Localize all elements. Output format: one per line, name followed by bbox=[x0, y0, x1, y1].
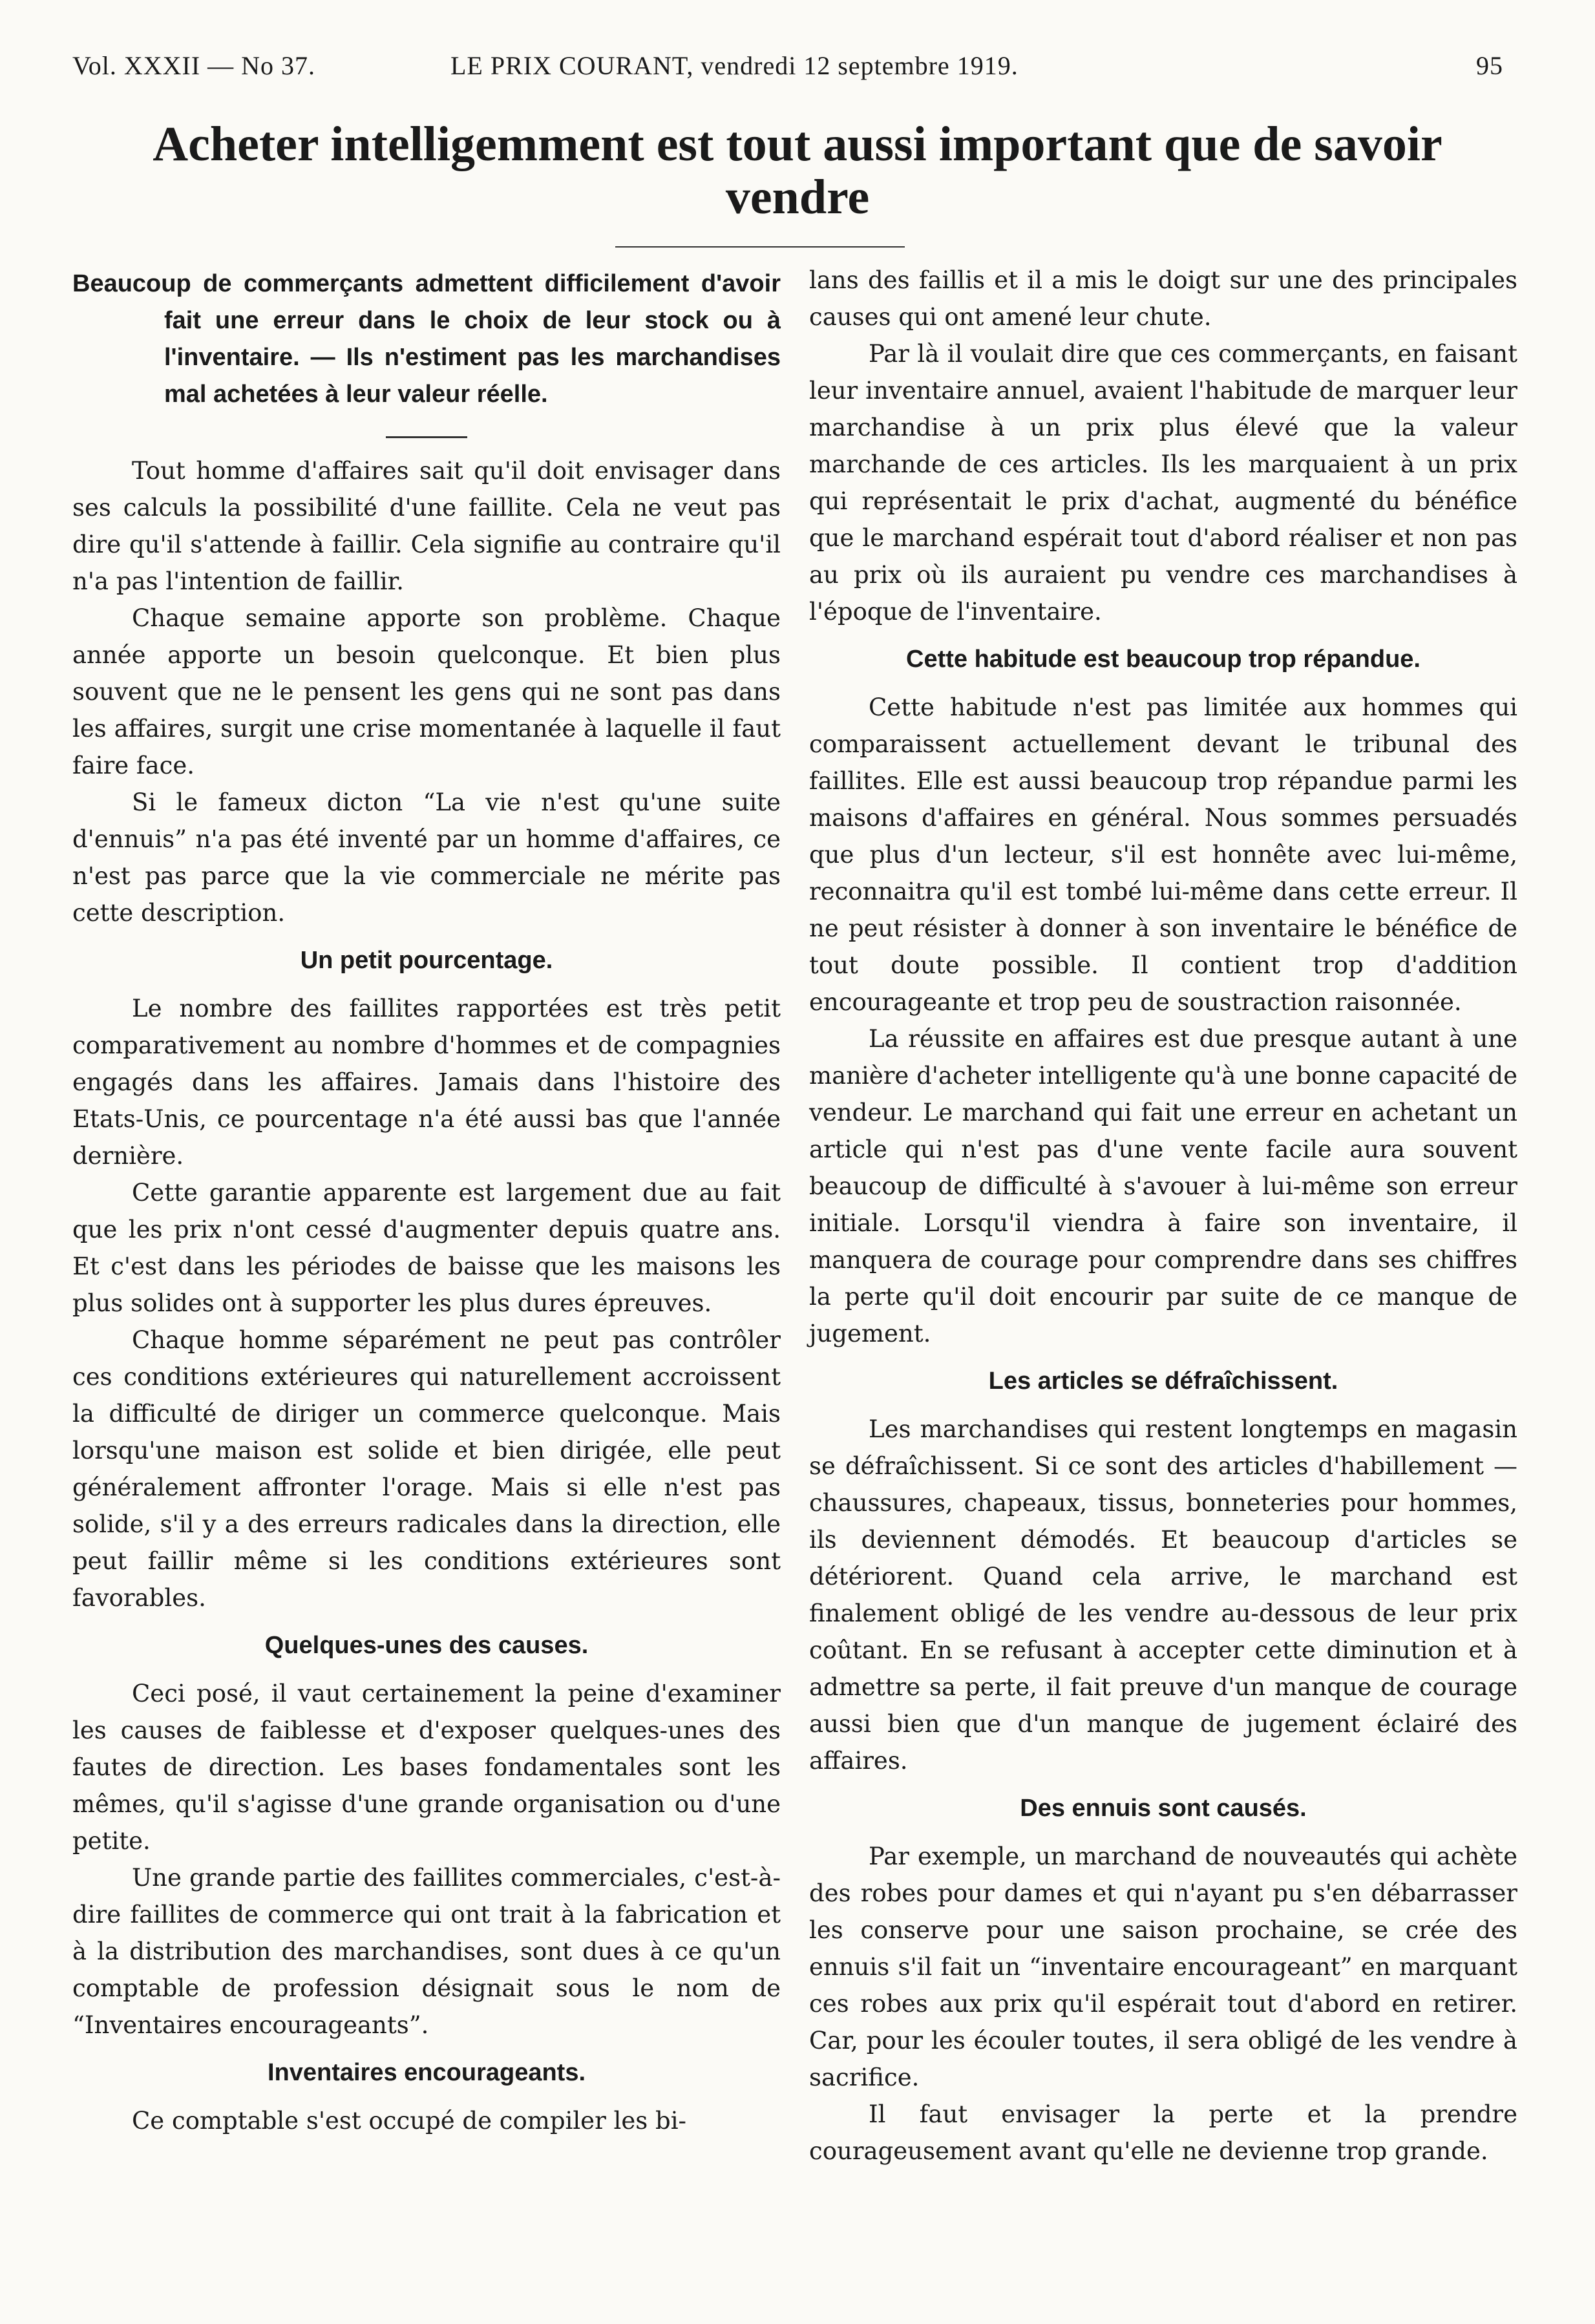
summary-divider bbox=[386, 436, 467, 438]
paragraph: Si le fameux dicton “La vie n'est qu'une suite d'ennuis” n'a pas été inventé par un homme d'affaires, ce n'est pas parce que la vie commerciale ne mérite pas cette description. bbox=[72, 788, 781, 927]
right-column bbox=[809, 262, 1517, 2170]
volume-number: Vol. XXXII — No 37. bbox=[72, 51, 316, 80]
running-head bbox=[72, 50, 1503, 87]
paragraph: Par exemple, un marchand de nouveautés qui achète des robes pour dames et qui n'ayant pu s'en débarrasser les conserve pour une saison prochaine, se crée des ennuis s'il fait un “inventaire encourageant” en marquant ces robes aux prix qu'il espérait tout d'abord en retirer. Car, pour les écouler toutes, il sera obligé de les vendre à sacrifice. bbox=[809, 1843, 1517, 2091]
section-heading: Inventaires encourageants. bbox=[267, 2059, 586, 2086]
paragraph: La réussite en affaires est due presque autant à une manière d'acheter intelligente qu'à une bonne capacité de vendeur. Le marchand qui fait une erreur en achetant un article qui n'est pas d'une vente facile aura souvent beaucoup de difficulté à s'avouer à lui-même son erreur initiale. Lorsqu'il viendra à faire son inventaire, il manquera de courage pour comprendre dans ses chiffres la perte qu'il doit encourir par suite de ce manque de jugement. bbox=[809, 1025, 1517, 1347]
title-divider bbox=[615, 246, 905, 248]
paragraph: lans des faillis et il a mis le doigt sur une des principales causes qui ont amené leur chute. bbox=[809, 266, 1517, 331]
paragraph: Le nombre des faillites rapportées est très petit comparativement au nombre d'hommes et de compagnies engagés dans les affaires. Jamais dans l'histoire des Etats-Unis, ce pourcentage n'a été aussi bas que l'année dernière. bbox=[72, 995, 781, 1170]
paragraph: Chaque semaine apporte son problème. Chaque année apporte un besoin quelconque. Et bien plus souvent que ne le pensent les gens qui ne sont pas dans les affaires, surgit une crise momentanée à laquelle il faut faire face. bbox=[72, 604, 781, 779]
paragraph: Cette habitude n'est pas limitée aux hommes qui comparaissent actuellement devant le tribunal des faillites. Elle est aussi beaucoup trop répandue parmi les maisons d'affaires en général. Nous sommes persuadés que plus d'un lecteur, s'il est honnête avec lui-même, reconnaitra qu'il est tombé lui-même dans cette erreur. Il ne peut résister à donner à son inventaire le bénéfice de tout doute possible. Il contient trop d'addition encourageante et trop peu de soustraction raisonnée. bbox=[809, 693, 1517, 1016]
section-heading: Quelques-unes des causes. bbox=[264, 1632, 589, 1659]
journal-title-date: LE PRIX COURANT, vendredi 12 septembre 1919. bbox=[450, 51, 1019, 80]
article-summary: Beaucoup de commerçants admettent difficilement d'avoir fait une erreur dans le choix de leur stock ou à l'inventaire. — Ils n'estiment pas les marchandises mal achetées à leur valeur réelle. bbox=[72, 270, 781, 408]
article-title: Acheter intelligemment est tout aussi important que de savoir vendre bbox=[153, 117, 1442, 224]
paragraph: Ce comptable s'est occupé de compiler les bi- bbox=[132, 2107, 687, 2135]
page-number: 95 bbox=[1476, 51, 1503, 80]
section-heading: Cette habitude est beaucoup trop répandue. bbox=[906, 646, 1421, 673]
paragraph: Une grande partie des faillites commerciales, c'est-à-dire faillites de commerce qui ont trait à la fabrication et à la distribution des marchandises, sont dues à ce qu'un comptable de profession désignait sous le nom de “Inventaires encourageants”. bbox=[72, 1864, 781, 2039]
section-heading: Un petit pourcentage. bbox=[300, 947, 553, 974]
section-heading: Des ennuis sont causés. bbox=[1020, 1795, 1307, 1822]
paragraph: Ceci posé, il vaut certainement la peine d'examiner les causes de faiblesse et d'exposer quelques-unes des fautes de direction. Les bases fondamentales sont les mêmes, qu'il s'agisse d'une grande organisation ou d'une petite. bbox=[72, 1680, 781, 1855]
paragraph: Par là il voulait dire que ces commerçants, en faisant leur inventaire annuel, avaient l'habitude de marquer leur marchandise à un prix plus élevé que la valeur marchande de ces articles. Ils les marquaient à un prix qui représentait le prix d'achat, augmenté du bénéfice que le marchand espérait tout d'abord réaliser et non pas au prix où ils auraient pu vendre ces marchandises à l'époque de l'inventaire. bbox=[809, 340, 1517, 626]
paragraph: Chaque homme séparément ne peut pas contrôler ces conditions extérieures qui naturellement accroissent la difficulté de diriger un commerce quelconque. Mais lorsqu'une maison est solide et bien dirigée, elle peut généralement affronter l'orage. Mais si elle n'est pas solide, s'il y a des erreurs radicales dans la direction, elle peut faillir même si les conditions extérieures sont favorables. bbox=[72, 1326, 781, 1612]
paragraph: Tout homme d'affaires sait qu'il doit envisager dans ses calculs la possibilité d'une faillite. Cela ne veut pas dire qu'il s'attende à faillir. Cela signifie au contraire qu'il n'a pas l'intention de faillir. bbox=[72, 457, 781, 595]
section-heading: Les articles se défraîchissent. bbox=[988, 1368, 1338, 1395]
paragraph: Les marchandises qui restent longtemps en magasin se défraîchissent. Si ce sont des articles d'habillement — chaussures, chapeaux, tissus, bonneteries pour hommes, ils deviennent démodés. Et beaucoup d'articles se détériorent. Quand cela arrive, le marchand est finalement obligé de les vendre au-dessous de leur prix coûtant. En se refusant à accepter cette diminution et à admettre sa perte, il fait preuve d'un manque de courage aussi bien que d'un manque de jugement éclairé des affaires. bbox=[809, 1415, 1517, 1775]
paragraph: Il faut envisager la perte et la prendre courageusement avant qu'elle ne devienne trop grande. bbox=[809, 2100, 1517, 2165]
left-column bbox=[72, 262, 781, 2139]
paragraph: Cette garantie apparente est largement due au fait que les prix n'ont cessé d'augmenter depuis quatre ans. Et c'est dans les périodes de baisse que les maisons les plus solides ont à supporter les plus dures épreuves. bbox=[72, 1179, 781, 1317]
